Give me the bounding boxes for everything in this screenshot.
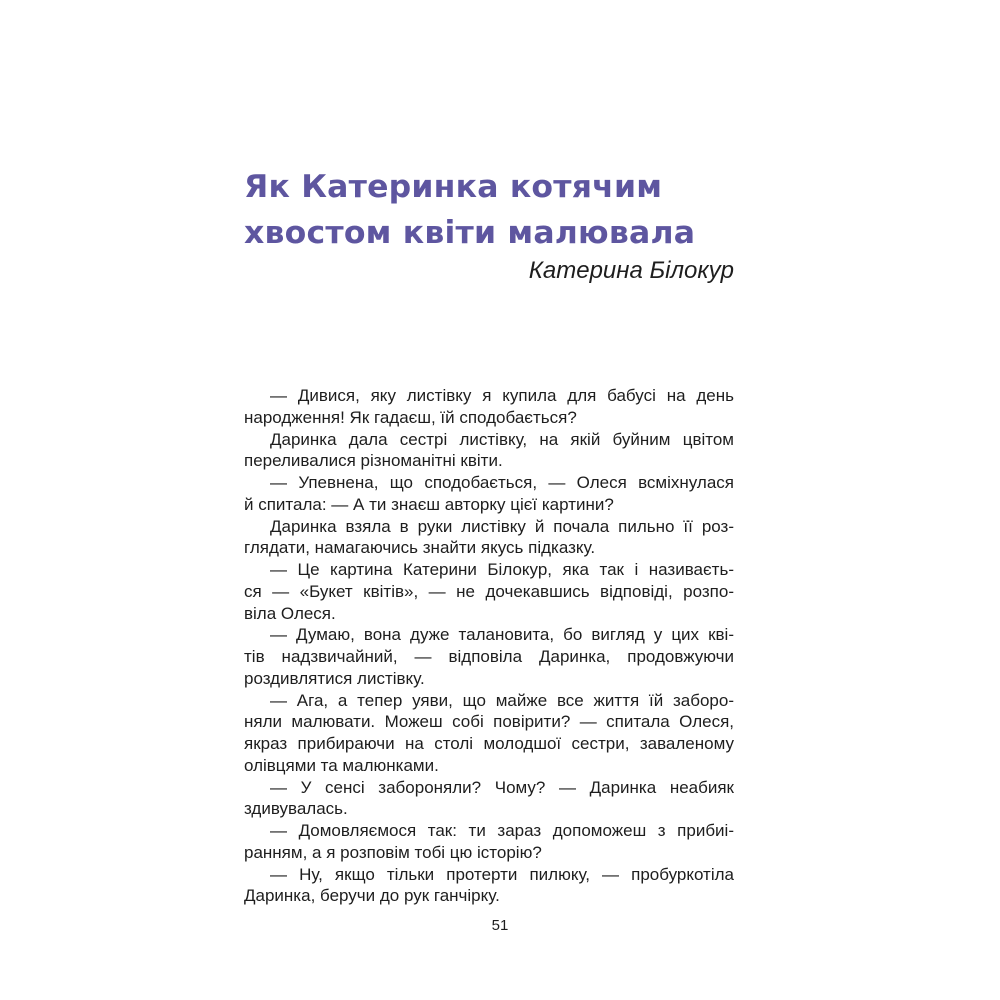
chapter-title-line-2: хвостом квіти малювала: [244, 215, 696, 251]
text-line: ранням, а я розповім тобі цю історію?: [244, 842, 542, 862]
text-line: ся — «Букет квітів», — не дочекавшись відповіді, розпо-: [244, 581, 734, 601]
story-text: [244, 385, 734, 907]
text-line: якраз прибираючи на столі молодшої сестри, заваленому: [244, 734, 734, 753]
text-line: — Це картина Катерини Білокур, яка так і називаєть-: [270, 560, 734, 579]
author-name: Катерина Білокур: [528, 257, 734, 284]
text-line: — Упевнена, що сподобається, — Олеся всміхнулася: [270, 473, 734, 492]
text-line: Даринка дала сестрі листівку, на якій буйним цвітом: [270, 429, 734, 449]
text-line: — Ну, якщо тільки протерти пилюку, — пробуркотіла: [270, 864, 734, 884]
text-line: — Домовляємося так: ти зараз допоможеш з прибиі-: [270, 821, 734, 840]
text-line: — Думаю, вона дуже талановита, бо вигляд у цих кві-: [270, 625, 734, 645]
text-line: народження! Як гадаєш, їй сподобається?: [244, 407, 577, 427]
text-line: олівцями та малюнками.: [244, 755, 439, 775]
text-line: віла Олеся.: [244, 603, 336, 623]
text-line: Даринка взяла в руки листівку й почала пильно її роз-: [270, 516, 734, 536]
text-line: — У сенсі забороняли? Чому? — Даринка неабияк: [270, 777, 734, 797]
text-line: — Дивися, яку листівку я купила для бабусі на день: [270, 386, 734, 405]
text-line: й спитала: — А ти знаєш авторку цієї картини?: [244, 494, 614, 514]
text-line: здивувалась.: [244, 799, 348, 819]
page-number: 51: [491, 917, 509, 934]
text-line: Даринка, беручи до рук ганчірку.: [244, 886, 500, 906]
chapter-title-line-1: Як Катеринка котячим: [244, 169, 663, 205]
text-line: — Ага, а тепер уяви, що майже все життя їй заборо-: [270, 690, 734, 710]
text-line: тів надзвичайний, — відповіла Даринка, продовжуючи: [244, 647, 734, 666]
chapter-title: [244, 164, 764, 256]
text-line: переливалися різноманітні квіти.: [244, 451, 503, 471]
text-line: роздивлятися листівку.: [244, 668, 425, 688]
text-line: няли малювати. Можеш собі повірити? — спитала Олеся,: [244, 712, 734, 732]
text-line: глядати, намагаючись знайти якусь підказку.: [244, 538, 596, 558]
